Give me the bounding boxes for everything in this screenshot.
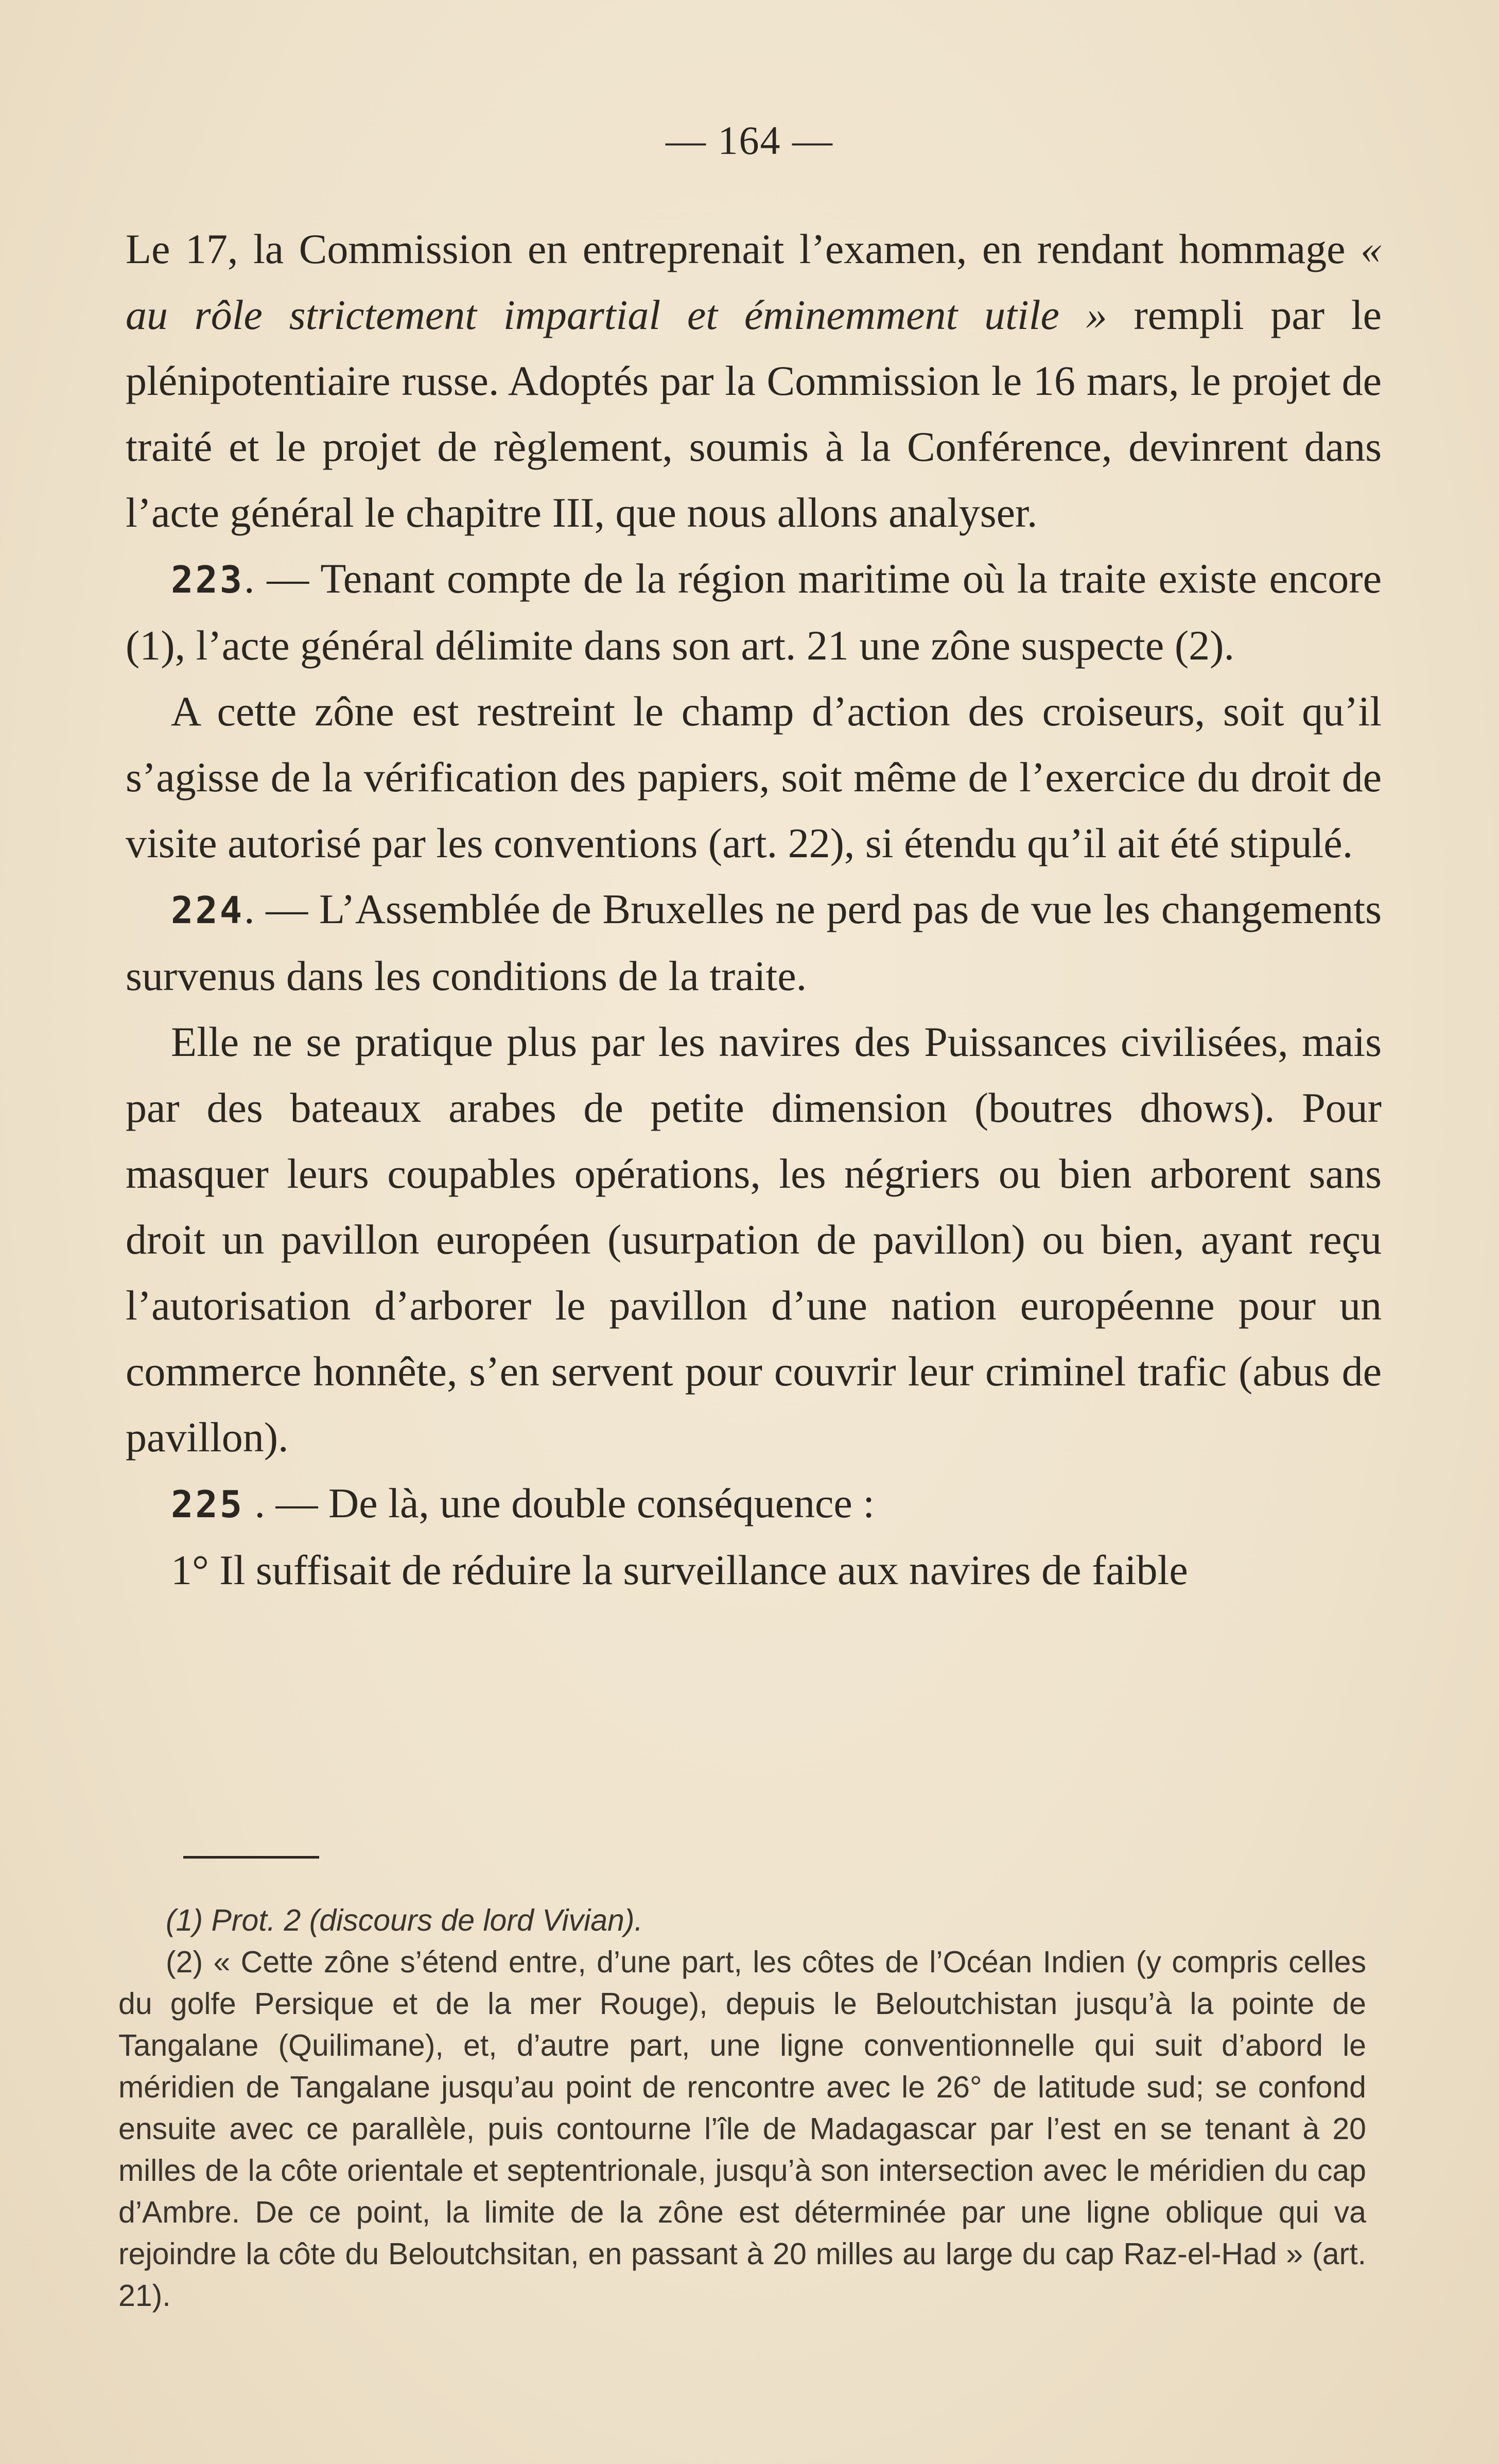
section-number-224: 224 bbox=[171, 889, 245, 932]
footnote-1: (1) Prot. 2 (discours de lord Vivian). bbox=[166, 1903, 643, 1937]
paragraph-224-text: . — L’Assemblée de Bruxelles ne perd pas de vue les changements survenus dans les conditions de la traite. bbox=[126, 886, 1382, 999]
section-number-223: 223 bbox=[171, 558, 245, 601]
footnote-divider bbox=[183, 1856, 319, 1859]
page-number: — 164 — bbox=[666, 118, 833, 163]
paragraph-225-text: . — De là, une double conséquence : bbox=[244, 1480, 875, 1526]
paragraph-225 bbox=[126, 1470, 1382, 1537]
paragraph-7: 1° Il suffisait de réduire la surveillance aux navires de faible bbox=[171, 1547, 1188, 1593]
body-text bbox=[126, 216, 1382, 1603]
paragraph-223 bbox=[126, 546, 1382, 679]
paragraph-5: Elle ne se pratique plus par les navires des Puissances civilisées, mais par des bateaux arabes de petite dimension (boutres dhows). Pour masquer leurs coupables opérations, les négriers ou bien arborent sans droit un pavillon européen (usurpation de pavillon) ou bien, ayant reçu l’autorisation d’arborer le pavillon d’une nation européenne pour un commerce honnête, s’en servent pour couvrir leur criminel trafic (abus de pavillon). bbox=[126, 1018, 1382, 1461]
paragraph-3: A cette zône est restreint le champ d’action des croiseurs, soit qu’il s’agisse de la vérification des papiers, soit même de l’exercice du droit de visite autorisé par les conventions (art. 22), si étendu qu’il ait été stipulé. bbox=[126, 688, 1382, 866]
paragraph-223-text: . — Tenant compte de la région maritime où la traite existe encore (1), l’acte général délimite dans son art. 21 une zône suspecte (2). bbox=[126, 555, 1382, 669]
footnotes bbox=[118, 1900, 1366, 2317]
footnote-2: (2) « Cette zône s’étend entre, d’une part, les côtes de l’Océan Indien (y compris celles du golfe Persique et de la mer Rouge), depuis le Beloutchistan jusqu’à la pointe de Tangalane (Quilimane), et, d’autre part, une ligne conventionnelle qui suit d’abord le méridien de Tangalane jusqu’au point de rencontre avec le 26° de latitude sud; se confond ensuite avec ce parallèle, puis contourne l’île de Madagascar par l’est en se tenant à 20 milles de la côte orientale et septentrionale, jusqu’à son intersection avec le méridien du cap d’Ambre. De ce point, la limite de la zône est déterminée par une ligne oblique qui va rejoindre la côte du Beloutchsitan, en passant à 20 milles au large du cap Raz-el-Had » (art. 21). bbox=[118, 1945, 1366, 2313]
paragraph-1 bbox=[126, 216, 1382, 546]
section-number-225: 225 bbox=[171, 1483, 245, 1526]
paragraph-224 bbox=[126, 876, 1382, 1009]
paragraph-1-quote: « au rôle strictement impartial et éminemment utile » bbox=[126, 225, 1382, 338]
paragraph-1-start: Le 17, la Commission en entreprenait l’examen, en rendant hommage bbox=[126, 225, 1361, 272]
paragraph-1-rest: rempli par le plénipotentiaire russe. Adoptés par la Commission le 16 mars, le projet de traité et le projet de règlement, soumis à la Conférence, devinrent dans l’acte général le chapitre III, que nous allons analyser. bbox=[126, 291, 1382, 536]
